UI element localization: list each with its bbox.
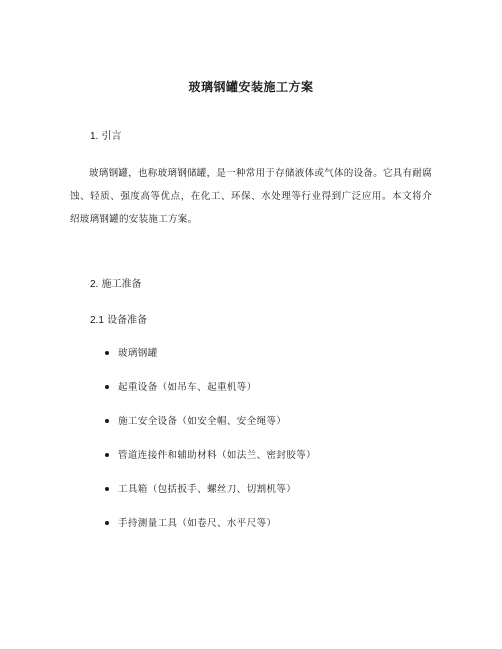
section-heading-intro bbox=[90, 127, 122, 142]
list-item-text: 工具箱（包括扳手、螺丝刀、切割机等） bbox=[118, 484, 297, 495]
section-number: 2.1 bbox=[90, 315, 104, 326]
section-label: 施工准备 bbox=[101, 279, 142, 290]
subsection-heading-equipment bbox=[90, 311, 147, 326]
section-label: 设备准备 bbox=[107, 315, 148, 326]
intro-paragraph: 玻璃钢罐，也称玻璃钢储罐，是一种常用于存储液体或气体的设备。它具有耐腐蚀、轻质、强度高等优点，在化工、环保、水处理等行业得到广泛应用。本文将介绍玻璃钢罐的安装施工方案。 bbox=[70, 168, 433, 225]
bullet-icon bbox=[105, 351, 109, 355]
bullet-icon bbox=[105, 385, 109, 389]
section-heading-preparation bbox=[90, 275, 142, 290]
list-item-text: 手持测量工具（如卷尺、水平尺等） bbox=[118, 518, 277, 529]
bullet-icon bbox=[105, 521, 109, 525]
bullet-icon bbox=[105, 487, 109, 491]
list-item-text: 管道连接件和辅助材料（如法兰、密封胶等） bbox=[118, 450, 317, 461]
document-title: 玻璃钢罐安装施工方案 bbox=[188, 80, 314, 94]
section-number: 2. bbox=[90, 279, 99, 290]
list-item-text: 玻璃钢罐 bbox=[118, 348, 158, 359]
list-item-text: 施工安全设备（如安全帽、安全绳等） bbox=[118, 416, 287, 427]
list-item-text: 起重设备（如吊车、起重机等） bbox=[118, 382, 257, 393]
section-label: 引言 bbox=[101, 131, 122, 142]
bullet-icon bbox=[105, 419, 109, 423]
section-number: 1. bbox=[90, 131, 99, 142]
bullet-icon bbox=[105, 453, 109, 457]
